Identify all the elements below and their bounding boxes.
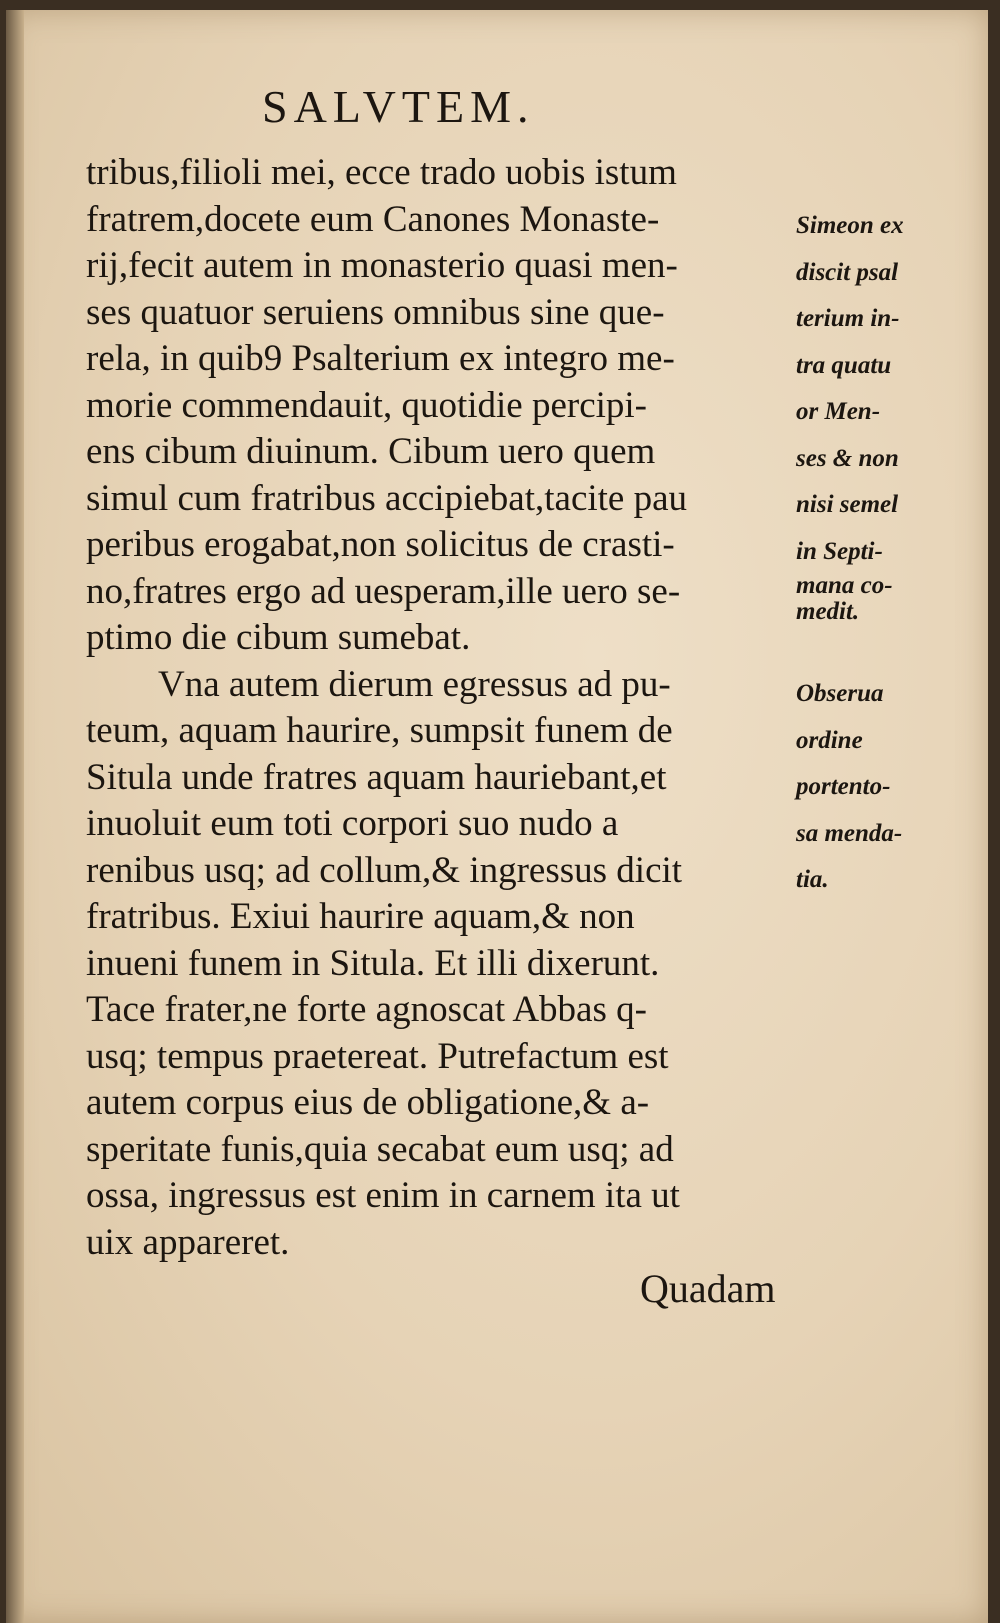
text-line: usq; tempus praetereat. Putrefactum est	[86, 1035, 669, 1077]
text-line: renibus usq; ad collum,& ingressus dicit	[86, 849, 683, 891]
text-line: tribus,filioli mei, ecce trado uobis istum	[86, 152, 677, 193]
text-line: teum, aquam haurire, sumpsit funem de	[86, 710, 673, 751]
text-line: inuoluit eum toti corpori suo nudo a	[86, 803, 619, 844]
margin-note: Simeon ex	[796, 212, 904, 239]
marginal-notes	[796, 203, 956, 904]
text-line: Vna autem dierum egressus ad pu-	[158, 663, 671, 705]
text-line: inueni funem in Situla. Et illi dixerunt.	[86, 942, 660, 984]
catchword: Quadam	[640, 1266, 776, 1311]
margin-note: Obserua	[796, 680, 884, 707]
text-line: speritate funis,quia secabat eum usq; ad	[86, 1128, 674, 1170]
margin-note: mana co-	[796, 572, 893, 599]
margin-note: tra quatu	[796, 351, 892, 379]
text-line: rela, in quib9 Psalterium ex integro me-	[86, 338, 675, 379]
margin-note: in Septi-	[796, 537, 883, 565]
margin-note: tia.	[796, 866, 829, 893]
margin-spacer	[796, 627, 956, 671]
main-text	[86, 150, 806, 1266]
margin-note: or Men-	[796, 398, 881, 425]
margin-note: ses & non	[796, 444, 899, 472]
text-line: ossa, ingressus est enim in carnem ita ut	[86, 1175, 680, 1216]
text-line: ens cibum diuinum. Cibum uero quem	[86, 431, 656, 472]
text-line: peribus erogabat,non solicitus de crasti-	[86, 524, 675, 565]
running-head: SALVTEM.	[262, 81, 535, 132]
text-line: rij,fecit autem in monasterio quasi men-	[86, 245, 678, 286]
page-gutter	[6, 10, 24, 1623]
text-line: autem corpus eius de obligatione,& a-	[86, 1082, 650, 1123]
margin-note: discit psal	[796, 258, 899, 286]
text-line: morie commendauit, quotidie percipi-	[86, 384, 647, 426]
margin-note: medit.	[796, 598, 860, 625]
margin-note: sa menda-	[796, 819, 903, 847]
text-line: fratribus. Exiui haurire aquam,& non	[86, 896, 635, 937]
margin-note: ordine	[796, 726, 863, 754]
margin-note: nisi semel	[796, 491, 899, 518]
text-line: Tace frater,ne forte agnoscat Abbas q-	[86, 989, 647, 1030]
text-line: ses quatuor seruiens omnibus sine que-	[86, 291, 665, 333]
margin-note: terium in-	[796, 305, 900, 332]
text-line: uix appareret.	[86, 1221, 290, 1263]
book-page	[6, 10, 988, 1623]
text-line: Situla unde fratres aquam hauriebant,et	[86, 756, 667, 798]
text-line: no,fratres ergo ad uesperam,ille uero se-	[86, 570, 681, 612]
text-line: fratrem,docete eum Canones Monaste-	[86, 198, 660, 240]
margin-note: portento-	[796, 773, 891, 800]
text-line: simul cum fratribus accipiebat,tacite pau	[86, 477, 688, 519]
text-line: ptimo die cibum sumebat.	[86, 617, 471, 658]
